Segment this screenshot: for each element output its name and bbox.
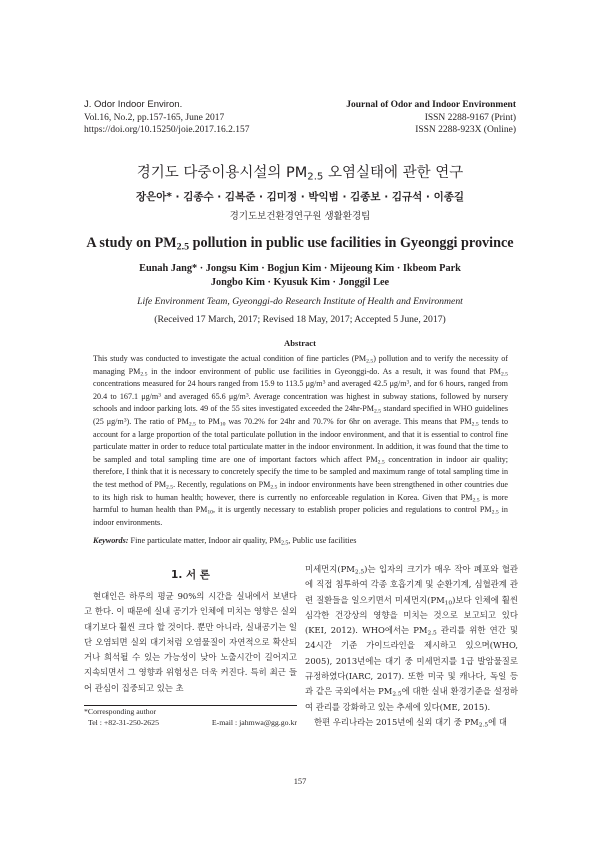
authors-line-2: Jongbo Kim · Kyusuk Kim · Jonggil Lee bbox=[210, 277, 390, 288]
corresponding-author-footnote bbox=[84, 706, 297, 729]
english-authors bbox=[0, 262, 600, 290]
authors-line-1: Eunah Jang* · Jongsu Kim · Bogjun Kim · Mijeoung Kim · Ikbeom Park bbox=[139, 263, 461, 274]
abstract-body: This study was conducted to investigate the actual condition of fine particles $(PM_{2.5})$ pollution and to verify the necessity of managing $PM_{2.5}$ in the indoor environment of public use facilities in Gyeonggi-do. As a result, it was found that $PM_{2.5}$ concentrations measured for 24 hours ranged from 15.9 to 113.5 $\mu g/m^3$ and averaged 42.5 $\mu g/m^3$, and for 6 hours, ranged from 20.4 to 167.1 $\mu g/m^3$ and averaged 65.6 $\mu g/m^3$. Average concentration was highest in subway stations, followed by nursery schools and indoor parking lots. 49 of the 55 sites investigated exceeded the $24hr-PM_{2.5}$ standard specified in WHO guidelines (25 $\mu g/m^3$). The ratio of $PM_{2.5}$ to $PM_{10}$ was 70.2% for 24hr and 70.7% for 6hr on average. This means that $PM_{2.5}$ tends to account for a large proportion of the total particulate pollution in the indoor environment, and that it is essential to control fine particulate matter in order to reduce total particulate matter in the indoor environment. In addition, it was found that the time to be sampled and total sampling time are one of important factors which affect $PM_{2.5}$ concentration in indoor air quality; therefore, I think that it is necessary to concretely specify the time to be sampled and maximum range of total sampling time in the test method of $PM_{2.5}$. Recently, regulations on $PM_{2.5}$ in indoor environments have been strengthened in other countries due to its high risk to human health; however, there is currently no enforceable regulation in Korea. Given that $PM_{2.5}$ is more harmful to human health than $PM_{10}$, it is urgently necessary to establish proper policies and regulations to control $PM_{2.5}$ in indoor environments. bbox=[93, 354, 509, 527]
corresponding-label: *Corresponding author bbox=[84, 707, 157, 716]
doi-link[interactable]: https://doi.org/10.15250/joie.2017.16.2.157 bbox=[84, 125, 250, 135]
journal-full-name: Journal of Odor and Indoor Environment bbox=[346, 100, 516, 110]
korean-affiliation: 경기도보건환경연구원 생활환경팀 bbox=[229, 211, 371, 222]
right-column-text bbox=[305, 562, 518, 730]
english-title: A study on $PM_{2.5}$ pollution in public use facilities in Gyeonggi province bbox=[86, 235, 514, 253]
keywords-line: Keywords: Fine particulate matter, Indoor air quality, $PM_{2.5}$, Public use facilities bbox=[93, 536, 357, 547]
intro-paragraph-1-cont: 미세먼지$(PM_{2.5})$는 입자의 크기가 매우 작아 폐포와 혈관에 직접 침투하여 각종 호흡기계 및 순환기계, 심혈관계 관련 질환들을 일으키면서 미세먼지$(PM_{10})$보다 인체에 훨씬 심각한 건강상의 영향을 미치는 것으로 보고되고 있다(KEI, 2012). WHO에서는 $PM_{2.5}$ 관리를 위한 연간 및 24시간 기준 가이드라인을 제시하고 있으며(WHO, 2005), 2013년에는 대기 중 미세먼지를 1급 발암물질로 규정하였다(IARC, 2017). 또한 미국 및 캐나다, 독일 등과 같은 국외에서는 $PM_{2.5}$에 대한 실내 환경기준을 설정하여 관리를 강화하고 있는 추세에 있다(ME, 2015). bbox=[305, 564, 519, 712]
page-number: 157 bbox=[293, 777, 307, 786]
journal-header-left bbox=[84, 99, 250, 137]
journal-header-right bbox=[346, 99, 516, 137]
intro-paragraph-1: 현대인은 하루의 평균 90%의 시간을 실내에서 보낸다고 한다. 이 때문에 실내 공기가 인체에 미치는 영향은 실외 대기보다 훨씬 크다 할 것이다. 뿐만 아니라, 실내공기는 일단 오염되면 실외 대기처럼 오염물질이 자연적으로 확산되거나 희석될 수 있는 가능성이 낮아 노출시간이 길어지고 지속되면서 그 영향과 위험성은 더욱 커진다. 특히 최근 들어 관심이 집중되고 있는 초 bbox=[84, 591, 297, 693]
english-affiliation: Life Environment Team, Gyeonggi-do Research Institute of Health and Environment bbox=[137, 296, 463, 307]
author-phone: Tel : +82-31-250-2625 bbox=[88, 718, 159, 728]
left-column-text bbox=[84, 589, 297, 696]
korean-title: 경기도 다중이용시설의 $PM_{2.5}$ 오염실태에 관한 연구 bbox=[136, 165, 464, 183]
section-heading-introduction: 1. 서 론 bbox=[171, 569, 210, 581]
korean-authors: 장은아* · 김종수 · 김복준 · 김미정 · 박익범 · 김종보 · 김규석 · 이종길 bbox=[135, 191, 465, 203]
author-email[interactable]: E-mail : jahmwa@gg.go.kr bbox=[211, 718, 297, 728]
received-dates: (Received 17 March, 2017; Revised 18 May, 2017; Accepted 5 June, 2017) bbox=[154, 314, 446, 325]
journal-short-name: J. Odor Indoor Environ. bbox=[84, 99, 183, 110]
abstract-heading: Abstract bbox=[284, 338, 316, 348]
intro-paragraph-2: 한편 우리나라는 2015년에 실외 대기 중 $PM_{2.5}$에 대 bbox=[314, 716, 507, 729]
volume-line: Vol.16, No.2, pp.157-165, June 2017 bbox=[84, 112, 225, 123]
issn-print: ISSN 2288-9167 (Print) bbox=[424, 112, 516, 123]
issn-online: ISSN 2288-923X (Online) bbox=[415, 125, 516, 135]
keywords-label: Keywords: bbox=[93, 536, 129, 545]
